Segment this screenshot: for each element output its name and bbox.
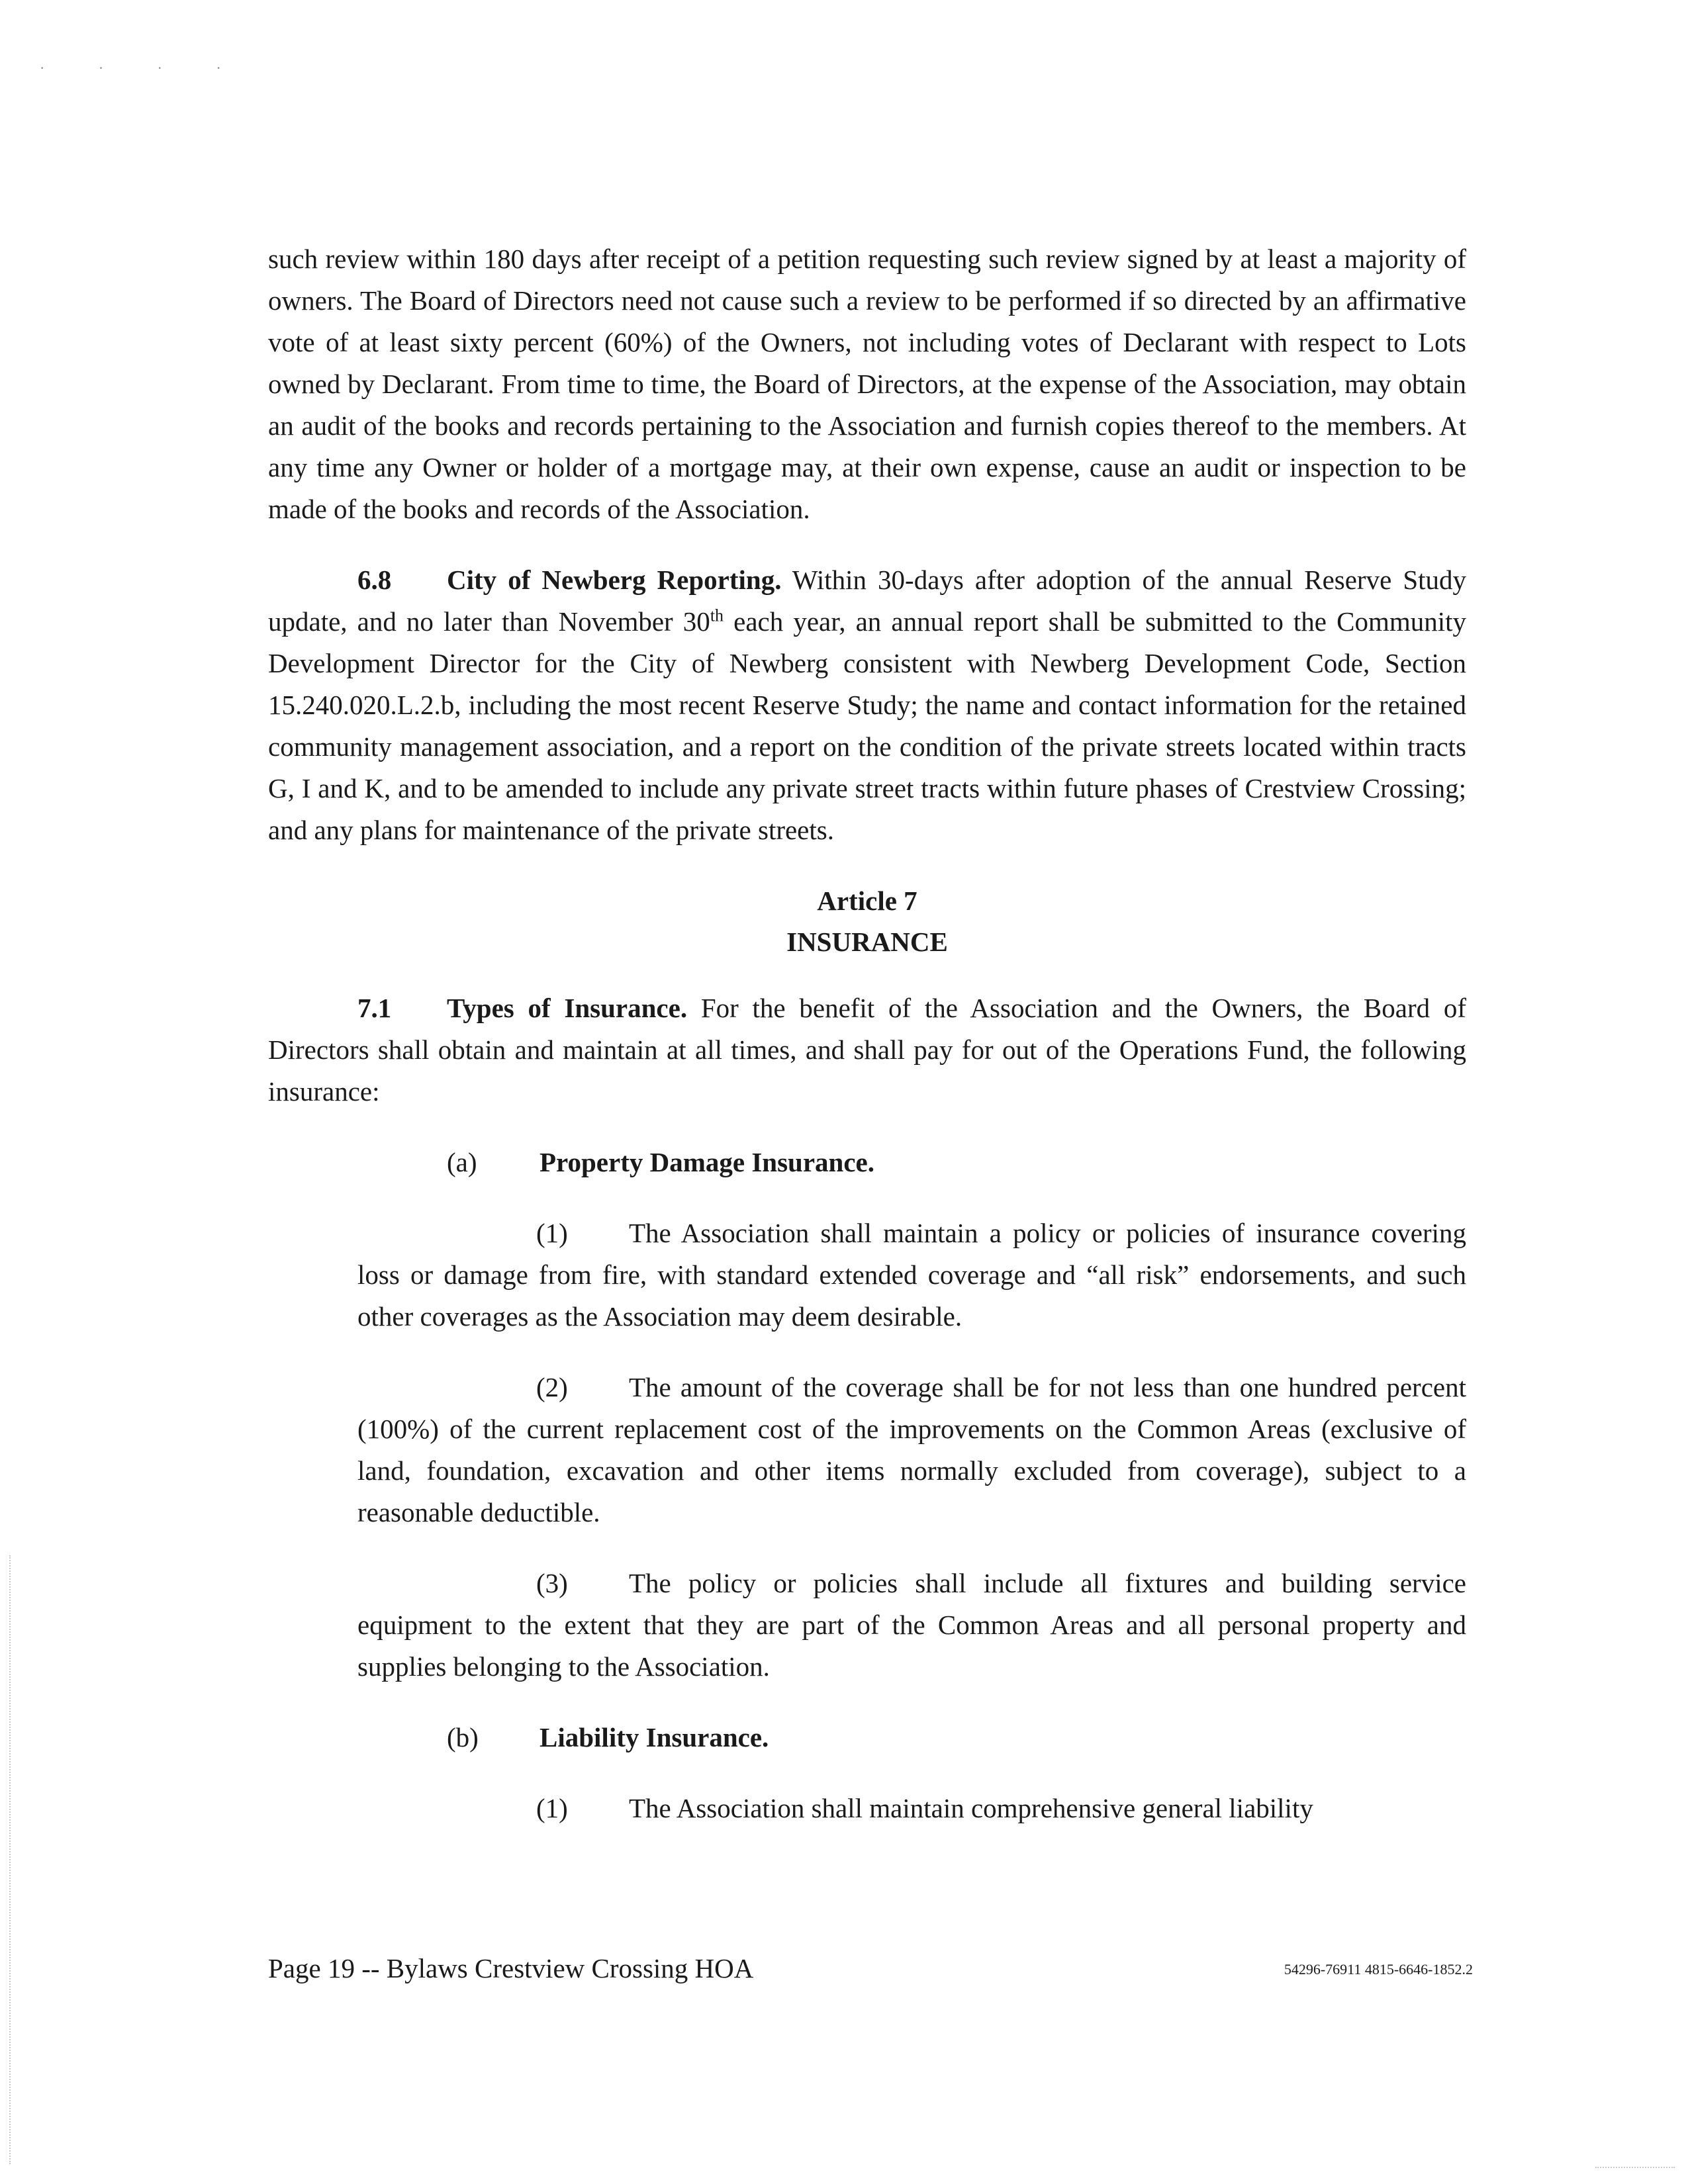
item-text: The amount of the coverage shall be for not less than one hundred percent (100%) of the current replacement cost of the improvements on the Common Areas (exclusive of land, foundation, excavation and other items normally excluded from coverage), subject to a reasonable deductible.	[357, 1372, 1466, 1527]
subsection-item	[357, 1563, 1466, 1688]
section-text-continued: each year, an annual report shall be submitted to the Community Development Director for the City of Newberg consistent with Newberg Development Code, Section 15.240.020.L.2.b, including the most recent Reserve Study; the name and contact information for the retained community management association, and a report on the condition of the private streets located within tracts G, I and K, and to be amended to include any private street tracts within future phases of Crestview Crossing; and any plans for maintenance of the private streets.	[268, 606, 1467, 845]
subsection-a	[447, 1142, 1466, 1183]
article-heading	[268, 880, 1466, 962]
article-number: Article 7	[817, 886, 917, 916]
article-title: INSURANCE	[786, 927, 948, 957]
section-6-8	[268, 559, 1466, 851]
scan-edge-bottom	[1595, 2167, 1675, 2169]
item-text: The policy or policies shall include all fixtures and building service equipment to the extent that they are part of the Common Areas and all personal property and supplies belonging to the Association.	[357, 1568, 1466, 1682]
ordinal-suffix: th	[710, 606, 724, 625]
section-text: Within 30-days after adoption of the annual Reserve Study update, and no later than November 30	[268, 565, 1467, 637]
section-heading: Types of Insurance.	[447, 993, 688, 1023]
section-7-1	[268, 987, 1466, 1113]
subsection-item	[357, 1212, 1466, 1338]
item-label: (1)	[536, 1793, 568, 1823]
subsection-label: (a)	[447, 1147, 477, 1177]
subsection-heading: Liability Insurance.	[539, 1722, 769, 1752]
scan-edge-left	[9, 1555, 13, 2164]
subsection-heading: Property Damage Insurance.	[539, 1147, 874, 1177]
item-label: (2)	[536, 1372, 568, 1402]
subsection-item	[357, 1367, 1466, 1533]
subsection-label: (b)	[447, 1722, 479, 1752]
item-text: The Association shall maintain comprehensive general liability	[629, 1793, 1313, 1823]
item-text: The Association shall maintain a policy or policies of insurance covering loss or damage from fire, with standard extended coverage and “all risk” endorsements, and such other coverages as the Association may deem desirable.	[357, 1218, 1466, 1332]
scan-artifact: · · · ·	[40, 60, 246, 76]
footer-doc-id: 54296-76911 4815-6646-1852.2	[1284, 1961, 1473, 1978]
item-label: (3)	[536, 1568, 568, 1598]
section-heading: City of Newberg Reporting.	[447, 565, 782, 595]
subsection-item	[357, 1788, 1466, 1829]
document-body	[268, 238, 1466, 1858]
section-text: For the benefit of the Association and the Owners, the Board of Directors shall obtain and maintain at all times, and shall pay for out of the Operations Fund, the following insurance:	[268, 993, 1466, 1107]
paragraph-continuation: such review within 180 days after receipt of a petition requesting such review signed by at least a majority of owners. The Board of Directors need not cause such a review to be performed if so directed by an affirmative vote of at least sixty percent (60%) of the Owners, not including votes of Declarant with respect to Lots owned by Declarant. From time to time, the Board of Directors, at the expense of the Association, may obtain an audit of the books and records pertaining to the Association and furnish copies thereof to the members. At any time any Owner or holder of a mortgage may, at their own expense, cause an audit or inspection to be made of the books and records of the Association.	[268, 244, 1466, 524]
footer-page-label: Page 19 -- Bylaws Crestview Crossing HOA	[268, 1953, 754, 1983]
subsection-b	[447, 1717, 1466, 1758]
section-number: 7.1	[357, 993, 392, 1023]
item-label: (1)	[536, 1218, 568, 1248]
section-number: 6.8	[357, 565, 392, 595]
